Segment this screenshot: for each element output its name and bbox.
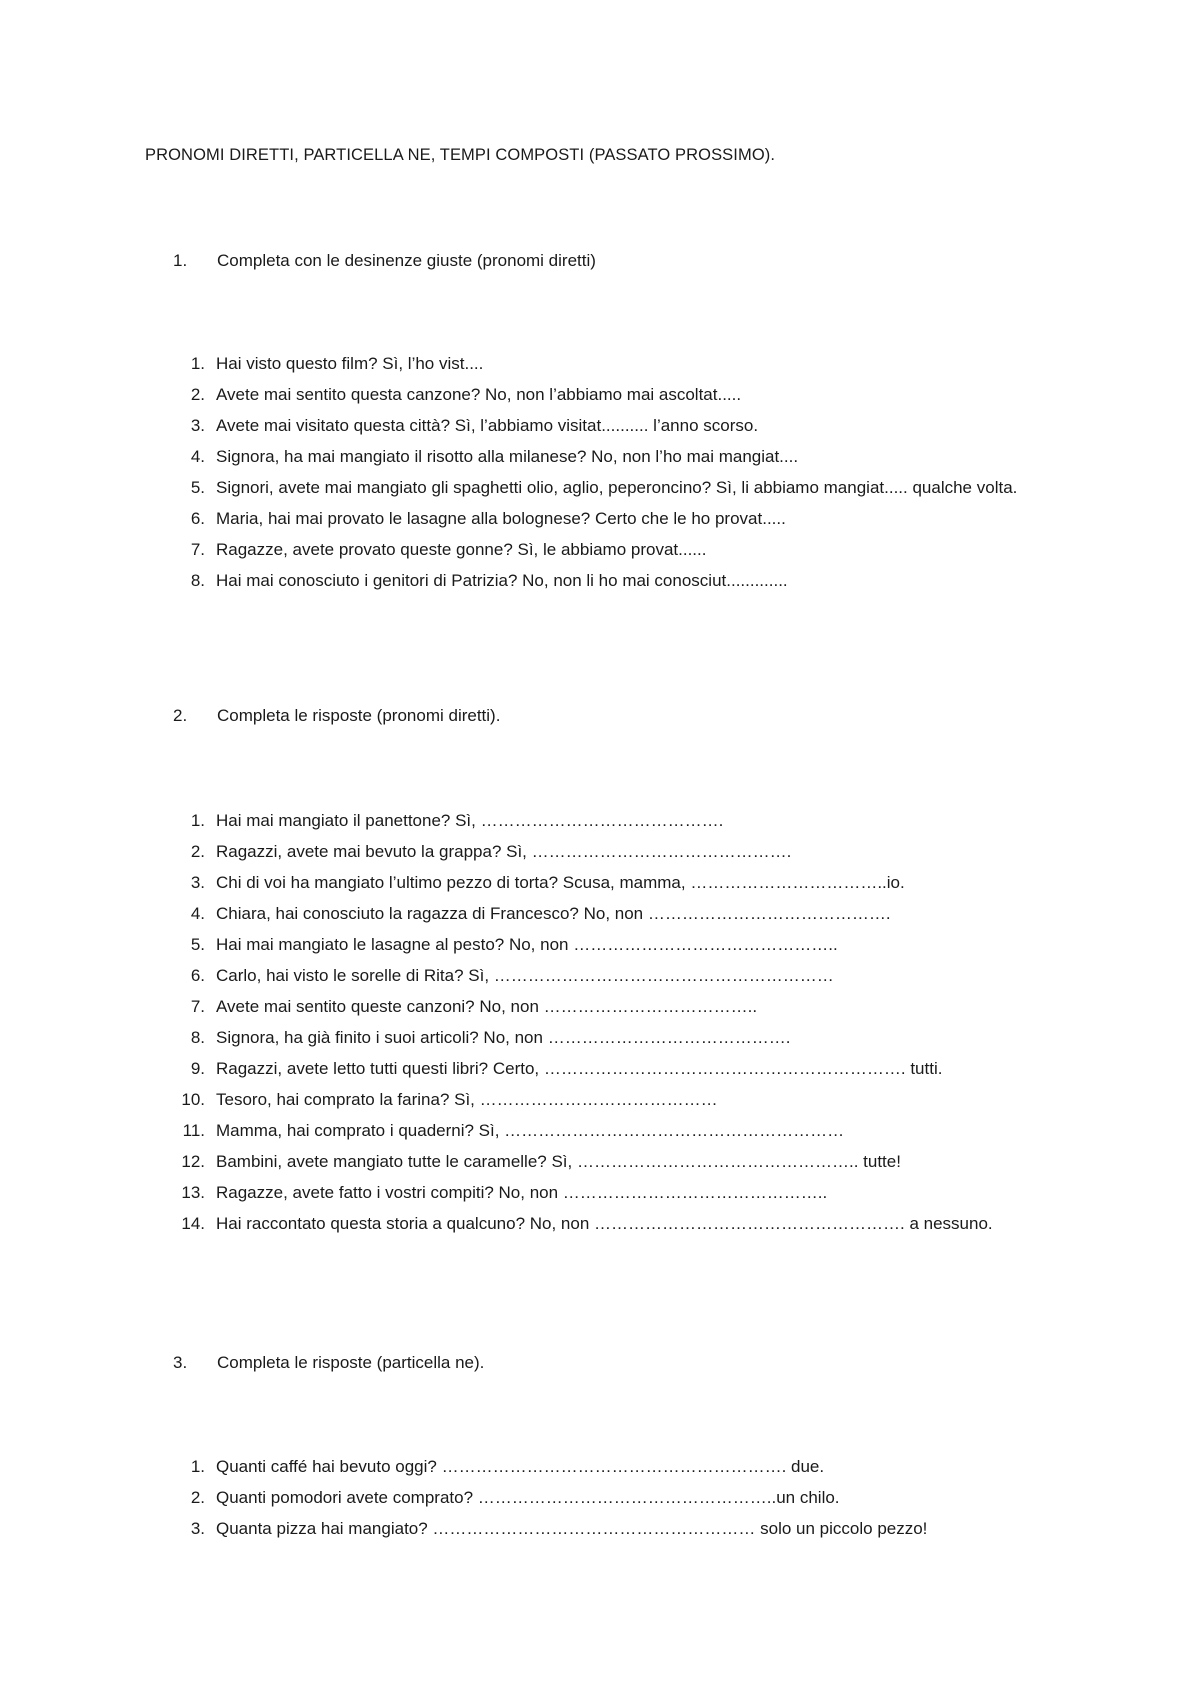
item-number: 6. (190, 509, 205, 528)
section-number: 2. (173, 706, 188, 725)
section-heading-text: Completa le risposte (pronomi diretti). (217, 706, 501, 725)
item-number: 5. (190, 478, 205, 497)
item-number: 1. (190, 354, 205, 373)
list-item (0, 441, 1200, 472)
item-number: 10. (181, 1090, 205, 1109)
item-text: Tesoro, hai comprato la farina? Sì, …………………………………… (216, 1090, 718, 1109)
item-text: Bambini, avete mangiato tutte le caramelle? Sì, ………………………………………….. tutte! (216, 1152, 901, 1171)
item-number: 2. (190, 385, 205, 404)
item-number: 6. (190, 966, 205, 985)
section-1-heading (173, 251, 596, 271)
list-item (0, 410, 1200, 441)
item-text: Mamma, hai comprato i quaderni? Sì, …………………………………………………… (216, 1121, 845, 1140)
item-text: Hai mai conosciuto i genitori di Patrizia? No, non li ho mai conosciut............. (216, 571, 788, 590)
item-number: 2. (190, 1488, 205, 1507)
item-text: Hai raccontato questa storia a qualcuno? No, non ………………………………………………. a nessuno. (216, 1214, 993, 1233)
list-item (0, 565, 1200, 596)
item-text: Hai mai mangiato le lasagne al pesto? No, non ……………………………………….. (216, 935, 838, 954)
list-item (0, 898, 1200, 929)
item-text: Maria, hai mai provato le lasagne alla bolognese? Certo che le ho provat..... (216, 509, 786, 528)
section-heading-text: Completa le risposte (particella ne). (217, 1353, 485, 1372)
item-number: 4. (190, 447, 205, 466)
document-title: PRONOMI DIRETTI, PARTICELLA NE, TEMPI COMPOSTI (PASSATO PROSSIMO). (145, 146, 776, 164)
section-2-heading (173, 706, 500, 726)
item-text: Hai visto questo film? Sì, l’ho vist.... (216, 354, 484, 373)
item-text: Ragazzi, avete letto tutti questi libri? Certo, ………………………………………………………. tutti. (216, 1059, 943, 1078)
list-item (0, 991, 1200, 1022)
item-number: 11. (182, 1121, 205, 1140)
list-item (0, 805, 1200, 836)
list-item (0, 503, 1200, 534)
section-number: 1. (173, 251, 188, 270)
section-number: 3. (173, 1353, 188, 1372)
list-item (0, 1084, 1200, 1115)
item-text: Ragazze, avete fatto i vostri compiti? No, non ……………………………………….. (216, 1183, 828, 1202)
item-number: 1. (190, 1457, 205, 1476)
section-3-heading (173, 1353, 484, 1373)
item-text: Ragazze, avete provato queste gonne? Sì, le abbiamo provat...... (216, 540, 707, 559)
list-item (0, 534, 1200, 565)
item-text: Ragazzi, avete mai bevuto la grappa? Sì, ………………………………………. (216, 842, 792, 861)
item-number: 3. (190, 416, 205, 435)
item-text: Signora, ha mai mangiato il risotto alla milanese? No, non l’ho mai mangiat.... (216, 447, 799, 466)
section-heading-text: Completa con le desinenze giuste (pronomi diretti) (217, 251, 596, 270)
item-text: Avete mai sentito queste canzoni? No, non ……………………………….. (216, 997, 758, 1016)
item-text: Hai mai mangiato il panettone? Sì, ……………………………………. (216, 811, 724, 830)
list-item (0, 1053, 1200, 1084)
list-item (0, 1146, 1200, 1177)
list-item (0, 379, 1200, 410)
item-number: 5. (190, 935, 205, 954)
list-item (0, 1482, 1200, 1513)
item-text: Carlo, hai visto le sorelle di Rita? Sì, …………………………………………………… (216, 966, 834, 985)
list-item (0, 1513, 1200, 1544)
item-number: 7. (190, 997, 205, 1016)
list-item (0, 348, 1200, 379)
item-number: 1. (190, 811, 205, 830)
item-number: 14. (181, 1214, 205, 1233)
list-item (0, 1451, 1200, 1482)
item-text: Quanta pizza hai mangiato? ………………………………………………… solo un piccolo pezzo! (216, 1519, 928, 1538)
list-item (0, 1177, 1200, 1208)
item-text: Quanti pomodori avete comprato? ……………………………………………..un chilo. (216, 1488, 840, 1507)
section-1-list (0, 348, 1200, 596)
item-text: Signori, avete mai mangiato gli spaghetti olio, aglio, peperoncino? Sì, li abbiamo mangiat..... qualche volta. (216, 478, 1018, 497)
item-number: 2. (190, 842, 205, 861)
item-text: Chiara, hai conosciuto la ragazza di Francesco? No, non ……………………………………. (216, 904, 891, 923)
item-number: 8. (190, 1028, 205, 1047)
section-2-list (0, 805, 1200, 1239)
list-item (0, 1115, 1200, 1146)
item-number: 4. (190, 904, 205, 923)
list-item (0, 1022, 1200, 1053)
item-text: Avete mai visitato questa città? Sì, l’abbiamo visitat.......... l’anno scorso. (216, 416, 759, 435)
list-item (0, 929, 1200, 960)
list-item (0, 1208, 1200, 1239)
item-number: 7. (190, 540, 205, 559)
list-item (0, 836, 1200, 867)
list-item (0, 960, 1200, 991)
list-item (0, 867, 1200, 898)
item-number: 12. (181, 1152, 205, 1171)
item-number: 8. (190, 571, 205, 590)
item-number: 9. (190, 1059, 205, 1078)
item-text: Chi di voi ha mangiato l’ultimo pezzo di torta? Scusa, mamma, ……………………………..io. (216, 873, 905, 892)
item-number: 13. (181, 1183, 205, 1202)
item-number: 3. (190, 873, 205, 892)
section-3-list (0, 1451, 1200, 1544)
item-text: Quanti caffé hai bevuto oggi? ……………………………………………………. due. (216, 1457, 825, 1476)
item-text: Avete mai sentito questa canzone? No, non l’abbiamo mai ascoltat..... (216, 385, 742, 404)
item-number: 3. (190, 1519, 205, 1538)
item-text: Signora, ha già finito i suoi articoli? No, non ……………………………………. (216, 1028, 791, 1047)
list-item (0, 472, 1200, 503)
